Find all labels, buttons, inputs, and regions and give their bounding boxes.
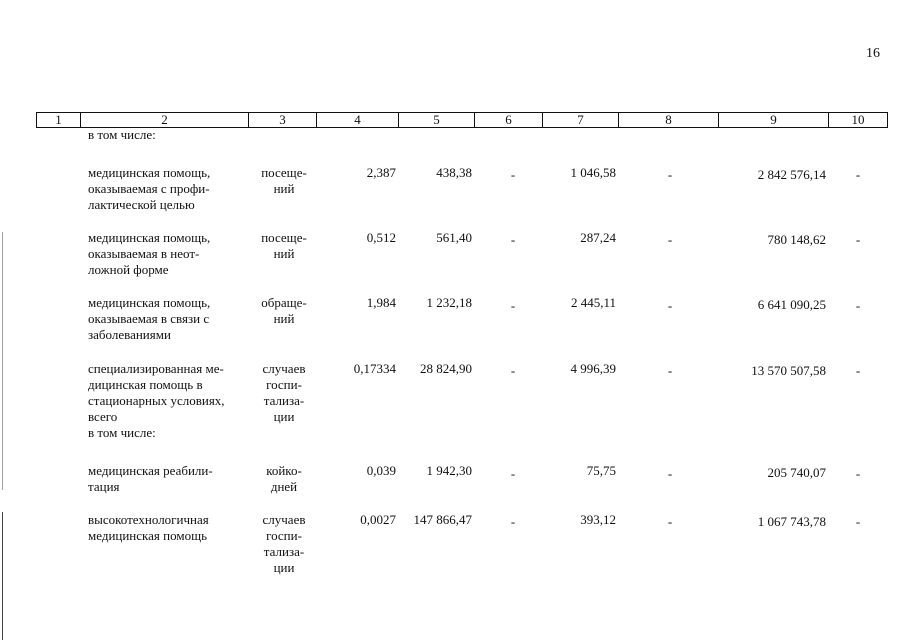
row-cell-10: - [855, 466, 861, 481]
row-cell-10: - [855, 298, 861, 313]
page-number: 16 [866, 46, 880, 61]
row-cell-8: - [667, 232, 673, 247]
header-col-5: 5 [399, 113, 475, 127]
row-cell-5: 561,40 [436, 230, 472, 245]
header-col-7: 7 [543, 113, 619, 127]
row-unit: посеще- ний [261, 230, 307, 261]
header-col-8: 8 [619, 113, 719, 127]
row-cell-5: 438,38 [436, 165, 472, 180]
row-description: специализированная ме- дицинская помощь в стационарных условиях, всего в том числе: [88, 361, 225, 440]
header-col-1: 1 [37, 113, 81, 127]
header-col-6: 6 [475, 113, 543, 127]
row-cell-6: - [510, 298, 516, 313]
row-description: медицинская помощь, оказываемая в неот- ложной форме [88, 230, 211, 277]
row-unit: случаев госпи- тализа- ции [262, 512, 306, 575]
row-cell-5: 1 942,30 [426, 463, 472, 478]
row-cell-10: - [855, 167, 861, 182]
header-col-3: 3 [249, 113, 317, 127]
row-description: медицинская реабили- тация [88, 463, 213, 494]
row-cell-10: - [855, 363, 861, 378]
row-unit: койко- дней [266, 463, 302, 494]
table-header-row [36, 112, 888, 128]
scan-edge-mark [2, 232, 3, 490]
row-cell-9: 2 842 576,14 [757, 167, 826, 182]
row-cell-6: - [510, 466, 516, 481]
row-cell-4: 0,0027 [360, 512, 396, 527]
row-cell-6: - [510, 232, 516, 247]
row-cell-6: - [510, 363, 516, 378]
row-cell-8: - [667, 167, 673, 182]
row-cell-10: - [855, 232, 861, 247]
row-cell-4: 2,387 [366, 165, 396, 180]
row-cell-9: 1 067 743,78 [757, 514, 826, 529]
intro-text: в том числе: [88, 127, 156, 142]
row-cell-5: 28 824,90 [420, 361, 472, 376]
row-cell-8: - [667, 514, 673, 529]
row-cell-7: 75,75 [586, 463, 616, 478]
row-cell-9: 13 570 507,58 [751, 363, 826, 378]
row-cell-9: 205 740,07 [767, 465, 826, 480]
row-cell-8: - [667, 466, 673, 481]
header-col-9: 9 [719, 113, 829, 127]
row-cell-4: 0,039 [366, 463, 396, 478]
row-cell-5: 1 232,18 [426, 295, 472, 310]
row-cell-9: 780 148,62 [767, 232, 826, 247]
row-unit: случаев госпи- тализа- ции [262, 361, 306, 424]
header-col-10: 10 [851, 112, 865, 127]
row-cell-6: - [510, 514, 516, 529]
row-cell-9: 6 641 090,25 [757, 297, 826, 312]
scan-edge-mark [2, 512, 3, 640]
row-description: медицинская помощь, оказываемая с профи- лактической целью [88, 165, 211, 212]
row-cell-8: - [667, 363, 673, 378]
row-cell-7: 287,24 [580, 230, 616, 245]
row-cell-5: 147 866,47 [413, 512, 472, 527]
row-cell-4: 1,984 [366, 295, 396, 310]
row-cell-6: - [510, 167, 516, 182]
row-cell-7: 393,12 [580, 512, 616, 527]
row-unit: обраще- ний [261, 295, 307, 326]
row-cell-4: 0,17334 [353, 361, 396, 376]
header-col-4: 4 [317, 113, 399, 127]
row-cell-7: 4 996,39 [570, 361, 616, 376]
row-cell-7: 2 445,11 [570, 295, 616, 310]
header-col-2: 2 [81, 113, 249, 127]
row-cell-4: 0,512 [366, 230, 396, 245]
row-cell-8: - [667, 298, 673, 313]
row-cell-7: 1 046,58 [570, 165, 616, 180]
row-description: высокотехнологичная медицинская помощь [88, 512, 209, 543]
row-cell-10: - [855, 514, 861, 529]
row-description: медицинская помощь, оказываемая в связи с заболеваниями [88, 295, 211, 342]
row-unit: посеще- ний [261, 165, 307, 196]
